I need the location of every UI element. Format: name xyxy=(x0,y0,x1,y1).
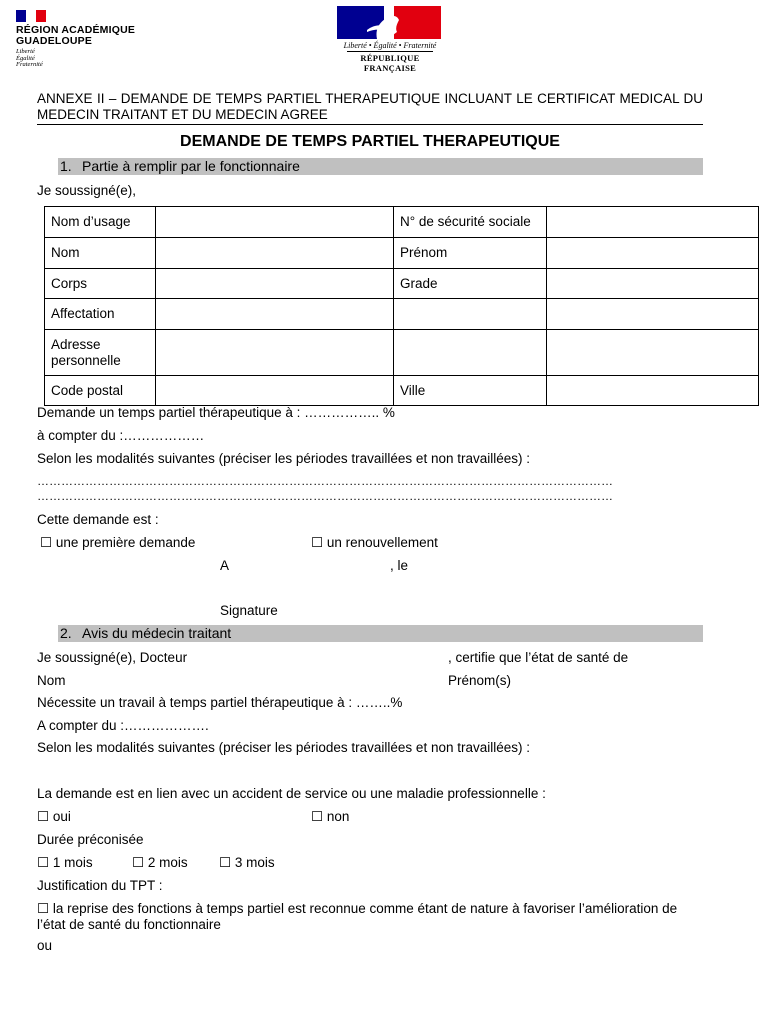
table-row xyxy=(45,207,759,238)
region-academique-logo xyxy=(16,10,151,69)
marianne-icon xyxy=(337,6,441,39)
field-label: Affectation xyxy=(45,299,156,330)
field-label: Code postal xyxy=(45,376,156,406)
oui-checkbox[interactable]: ☐ oui xyxy=(37,809,71,824)
field-label: Nom xyxy=(45,238,156,269)
lien-line: La demande est en lien avec un accident de service ou une maladie professionnelle : xyxy=(37,786,546,801)
flag-icon xyxy=(16,10,46,22)
duration-2-months-checkbox[interactable]: ☐ 2 mois xyxy=(132,855,188,870)
table-row xyxy=(45,330,759,376)
justification-label: Justification du TPT : xyxy=(37,878,163,893)
field-value[interactable] xyxy=(547,238,759,269)
duree-label: Durée préconisée xyxy=(37,832,144,847)
reprise-checkbox[interactable]: ☐ la reprise des fonctions à temps partiel est reconnue comme étant de nature à favoriser l’amélioration de l’état de santé du fonctionnaire xyxy=(37,901,678,932)
identity-table xyxy=(44,206,759,406)
divider xyxy=(347,51,433,52)
table-row xyxy=(45,299,759,330)
table-row xyxy=(45,269,759,299)
section-2-header xyxy=(58,625,703,642)
field-value[interactable] xyxy=(547,299,759,330)
section-number: 1. xyxy=(60,158,72,174)
table-row xyxy=(45,238,759,269)
renewal-checkbox[interactable]: ☐ un renouvellement xyxy=(311,535,438,550)
date-start-line: à compter du :……………… xyxy=(37,428,205,443)
duration-1-month-checkbox[interactable]: ☐ 1 mois xyxy=(37,855,93,870)
republique-name: RÉPUBLIQUE FRANÇAISE xyxy=(360,53,420,73)
table-row xyxy=(45,376,759,406)
docteur-line: Je soussigné(e), Docteur xyxy=(37,650,188,665)
field-value[interactable] xyxy=(547,330,759,376)
divider xyxy=(37,124,703,125)
field-value[interactable] xyxy=(547,207,759,238)
field-value[interactable] xyxy=(156,207,394,238)
field-label: Corps xyxy=(45,269,156,299)
prenom-label: Prénom(s) xyxy=(448,673,512,688)
demande-line: Demande un temps partiel thérapeutique à : …………….. % xyxy=(37,405,395,420)
field-label: Grade xyxy=(394,269,547,299)
cette-demande-label: Cette demande est : xyxy=(37,512,159,527)
duration-3-months-checkbox[interactable]: ☐ 3 mois xyxy=(219,855,275,870)
field-value[interactable] xyxy=(156,269,394,299)
field-value[interactable] xyxy=(547,269,759,299)
place-label: A xyxy=(220,558,230,573)
ou-label: ou xyxy=(37,938,53,953)
field-value[interactable] xyxy=(156,330,394,376)
field-value[interactable] xyxy=(156,299,394,330)
date-label: , le xyxy=(390,558,409,573)
republique-motto: Liberté • Égalité • Fraternité xyxy=(343,41,437,50)
field-label: Prénom xyxy=(394,238,547,269)
modalites-line: Selon les modalités suivantes (préciser les périodes travaillées et non travaillées) : xyxy=(37,451,530,466)
dotted-line[interactable]: ……………………………………………………………………………………………………………………………… xyxy=(37,489,613,503)
intro-text: Je soussigné(e), xyxy=(37,183,137,198)
field-value[interactable] xyxy=(547,376,759,406)
field-label xyxy=(394,299,547,330)
nom-label: Nom xyxy=(37,673,66,688)
region-motto: Liberté Égalité Fraternité xyxy=(16,48,43,68)
date-start-line: A compter du :………………. xyxy=(37,718,209,733)
section-number: 2. xyxy=(60,625,72,641)
non-checkbox[interactable]: ☐ non xyxy=(311,809,350,824)
field-value[interactable] xyxy=(156,376,394,406)
page-title: DEMANDE DE TEMPS PARTIEL THERAPEUTIQUE xyxy=(180,133,560,150)
region-name: RÉGION ACADÉMIQUE GUADELOUPE xyxy=(16,24,136,47)
dotted-line[interactable]: ……………………………………………………………………………………………………………………………… xyxy=(37,474,613,488)
field-label: Adresse personnelle xyxy=(45,330,156,376)
signature-label: Signature xyxy=(220,603,278,618)
field-label: N° de sécurité sociale xyxy=(394,207,547,238)
field-label xyxy=(394,330,547,376)
annexe-heading: ANNEXE II – DEMANDE DE TEMPS PARTIEL THERAPEUTIQUE INCLUANT LE CERTIFICAT MEDICAL DU MEDECIN TRAITANT ET DU MEDECIN AGREE xyxy=(37,91,703,122)
necessite-line: Nécessite un travail à temps partiel thérapeutique à : ……..% xyxy=(37,695,403,710)
modalites-line: Selon les modalités suivantes (préciser les périodes travaillées et non travaillées) : xyxy=(37,740,530,755)
field-label: Nom d’usage xyxy=(45,207,156,238)
field-value[interactable] xyxy=(156,238,394,269)
field-label: Ville xyxy=(394,376,547,406)
section-title: Avis du médecin traitant xyxy=(82,625,232,641)
first-request-checkbox[interactable]: ☐ une première demande xyxy=(40,535,196,550)
section-1-header xyxy=(58,158,703,175)
section-title: Partie à remplir par le fonctionnaire xyxy=(82,158,300,174)
republique-logo xyxy=(337,6,443,73)
certifie-line: , certifie que l’état de santé de xyxy=(448,650,629,665)
